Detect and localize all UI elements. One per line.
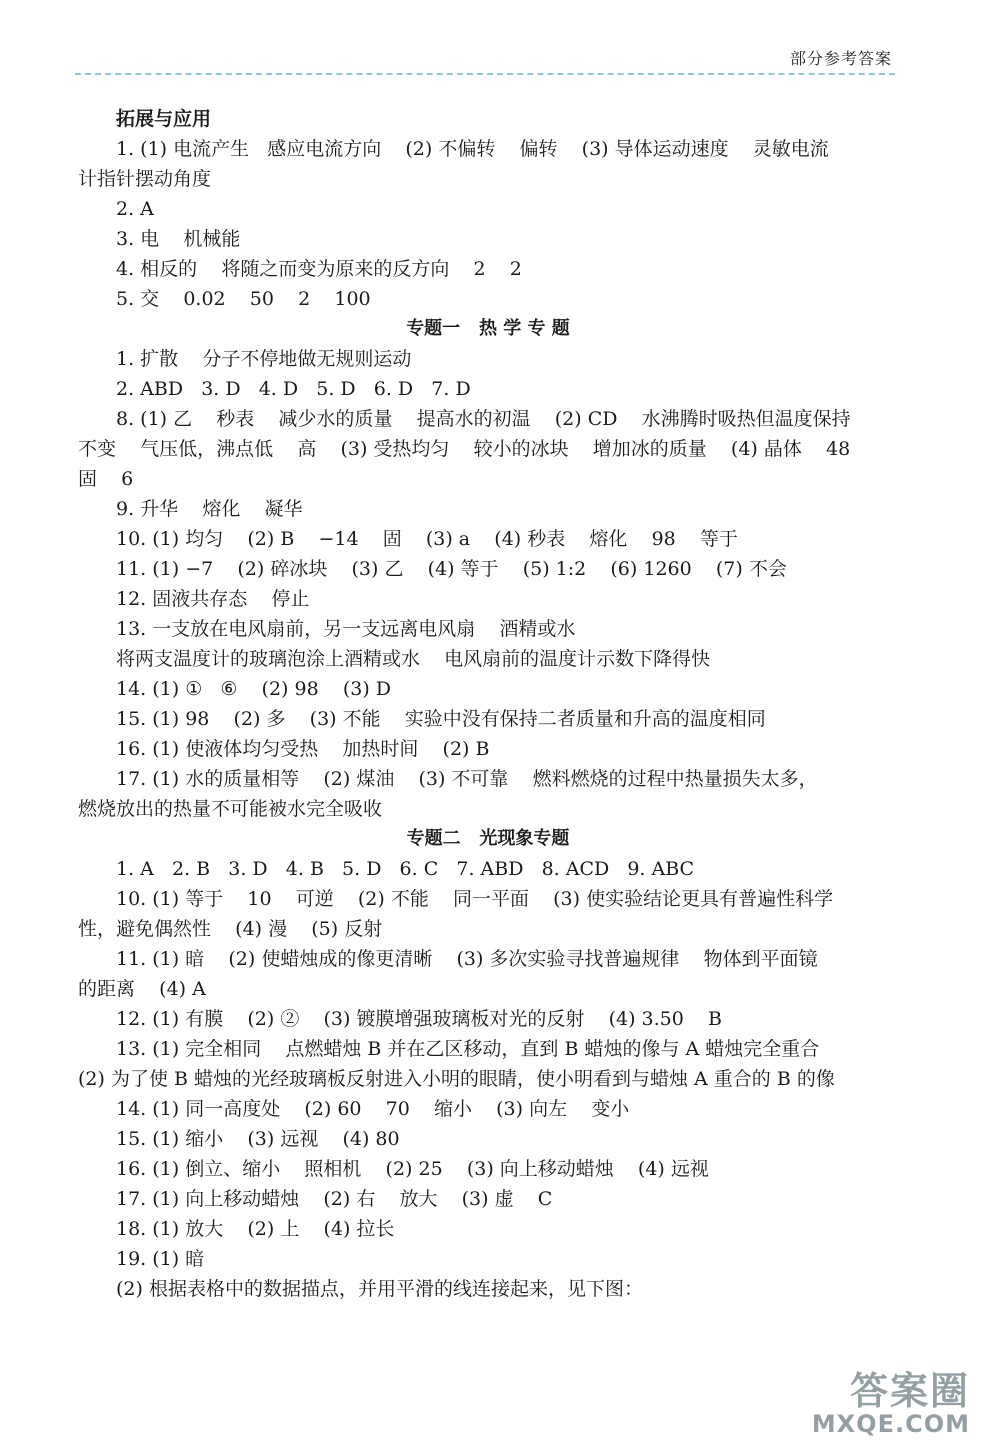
watermark — [812, 1371, 970, 1437]
answer-line: 10. (1) 均匀 (2) B −14 固 (3) a (4) 秒表 熔化 98 等于 — [116, 528, 738, 550]
answer-line: 4. 相反的 将随之而变为原来的反方向 2 2 — [116, 258, 522, 280]
answer-line: 10. (1) 等于 10 可逆 (2) 不能 同一平面 (3) 使实验结论更具有普遍性科学 — [116, 888, 834, 910]
answer-line: 的距离 (4) A — [78, 978, 206, 1000]
answer-line: 将两支温度计的玻璃泡涂上酒精或水 电风扇前的温度计示数下降得快 — [116, 648, 711, 670]
section-heading: 拓展与应用 — [116, 108, 212, 130]
answer-line: 性，避免偶然性 (4) 漫 (5) 反射 — [78, 918, 383, 940]
header-divider — [75, 73, 895, 75]
answer-line: 17. (1) 水的质量相等 (2) 煤油 (3) 不可靠 燃料燃烧的过程中热量损失太多， — [116, 768, 818, 790]
answer-line: 固 6 — [78, 468, 134, 490]
answer-line: 3. 电 机械能 — [116, 228, 241, 250]
answer-line: 12. (1) 有膜 (2) ② (3) 镀膜增强玻璃板对光的反射 (4) 3.50 B — [116, 1008, 722, 1030]
answer-line: 15. (1) 98 (2) 多 (3) 不能 实验中没有保持二者质量和升高的温度相同 — [116, 708, 766, 730]
answer-line: 1. A 2. B 3. D 4. B 5. D 6. C 7. ABD 8. ACD 9. ABC — [116, 858, 695, 880]
answer-line: 16. (1) 倒立、缩小 照相机 (2) 25 (3) 向上移动蜡烛 (4) 远视 — [116, 1158, 709, 1180]
answer-line: 燃烧放出的热量不可能被水完全吸收 — [78, 798, 383, 820]
answer-line: 5. 交 0.02 50 2 100 — [116, 288, 371, 310]
watermark-logo: 答案圈 — [849, 1369, 970, 1413]
answer-line: 13. 一支放在电风扇前，另一支远离电风扇 酒精或水 — [116, 618, 576, 640]
answer-content — [78, 104, 898, 1304]
answer-line: 计指针摆动角度 — [78, 168, 212, 190]
answer-line: 17. (1) 向上移动蜡烛 (2) 右 放大 (3) 虚 C — [116, 1188, 553, 1210]
answer-line: 12. 固液共存态 停止 — [116, 588, 310, 610]
answer-line: (2) 为了使 B 蜡烛的光经玻璃板反射进入小明的眼睛，使小明看到与蜡烛 A 重合的 B 的像 — [78, 1068, 835, 1090]
answer-line: 9. 升华 熔化 凝华 — [116, 498, 303, 520]
page-header-title: 部分参考答案 — [789, 49, 892, 68]
answer-line: 8. (1) 乙 秒表 减少水的质量 提高水的初温 (2) CD 水沸腾时吸热但温度保持 — [116, 408, 851, 430]
answer-line: 11. (1) 暗 (2) 使蜡烛成的像更清晰 (3) 多次实验寻找普遍规律 物体到平面镜 — [116, 948, 818, 970]
answer-line: 1. (1) 电流产生 感应电流方向 (2) 不偏转 偏转 (3) 导体运动速度 灵敏电流 — [116, 138, 829, 160]
answer-line: 18. (1) 放大 (2) 上 (4) 拉长 — [116, 1218, 395, 1240]
answer-line: 14. (1) 同一高度处 (2) 60 70 缩小 (3) 向左 变小 — [116, 1098, 630, 1120]
watermark-url: MXQE.COM — [811, 1410, 970, 1438]
answer-line: 2. A — [116, 198, 154, 220]
section-heading: 专题一 热 学 专 题 — [406, 318, 570, 339]
answer-line: 2. ABD 3. D 4. D 5. D 6. D 7. D — [116, 378, 471, 400]
answer-line: 19. (1) 暗 — [116, 1248, 205, 1270]
answer-line: 15. (1) 缩小 (3) 远视 (4) 80 — [116, 1128, 400, 1150]
answer-line: 不变 气压低，沸点低 高 (3) 受热均匀 较小的冰块 增加冰的质量 (4) 晶体 48 — [78, 438, 851, 460]
answer-line: 14. (1) ① ⑥ (2) 98 (3) D — [116, 678, 392, 700]
answer-line: (2) 根据表格中的数据描点，并用平滑的线连接起来，见下图： — [116, 1278, 643, 1300]
answer-line: 1. 扩散 分子不停地做无规则运动 — [116, 348, 412, 370]
answer-line: 11. (1) −7 (2) 碎冰块 (3) 乙 (4) 等于 (5) 1:2 (6) 1260 (7) 不会 — [116, 558, 787, 580]
section-heading: 专题二 光现象专题 — [406, 828, 570, 849]
answer-line: 13. (1) 完全相同 点燃蜡烛 B 并在乙区移动，直到 B 蜡烛的像与 A 蜡烛完全重合 — [116, 1038, 820, 1060]
answer-line: 16. (1) 使液体均匀受热 加热时间 (2) B — [116, 738, 490, 760]
